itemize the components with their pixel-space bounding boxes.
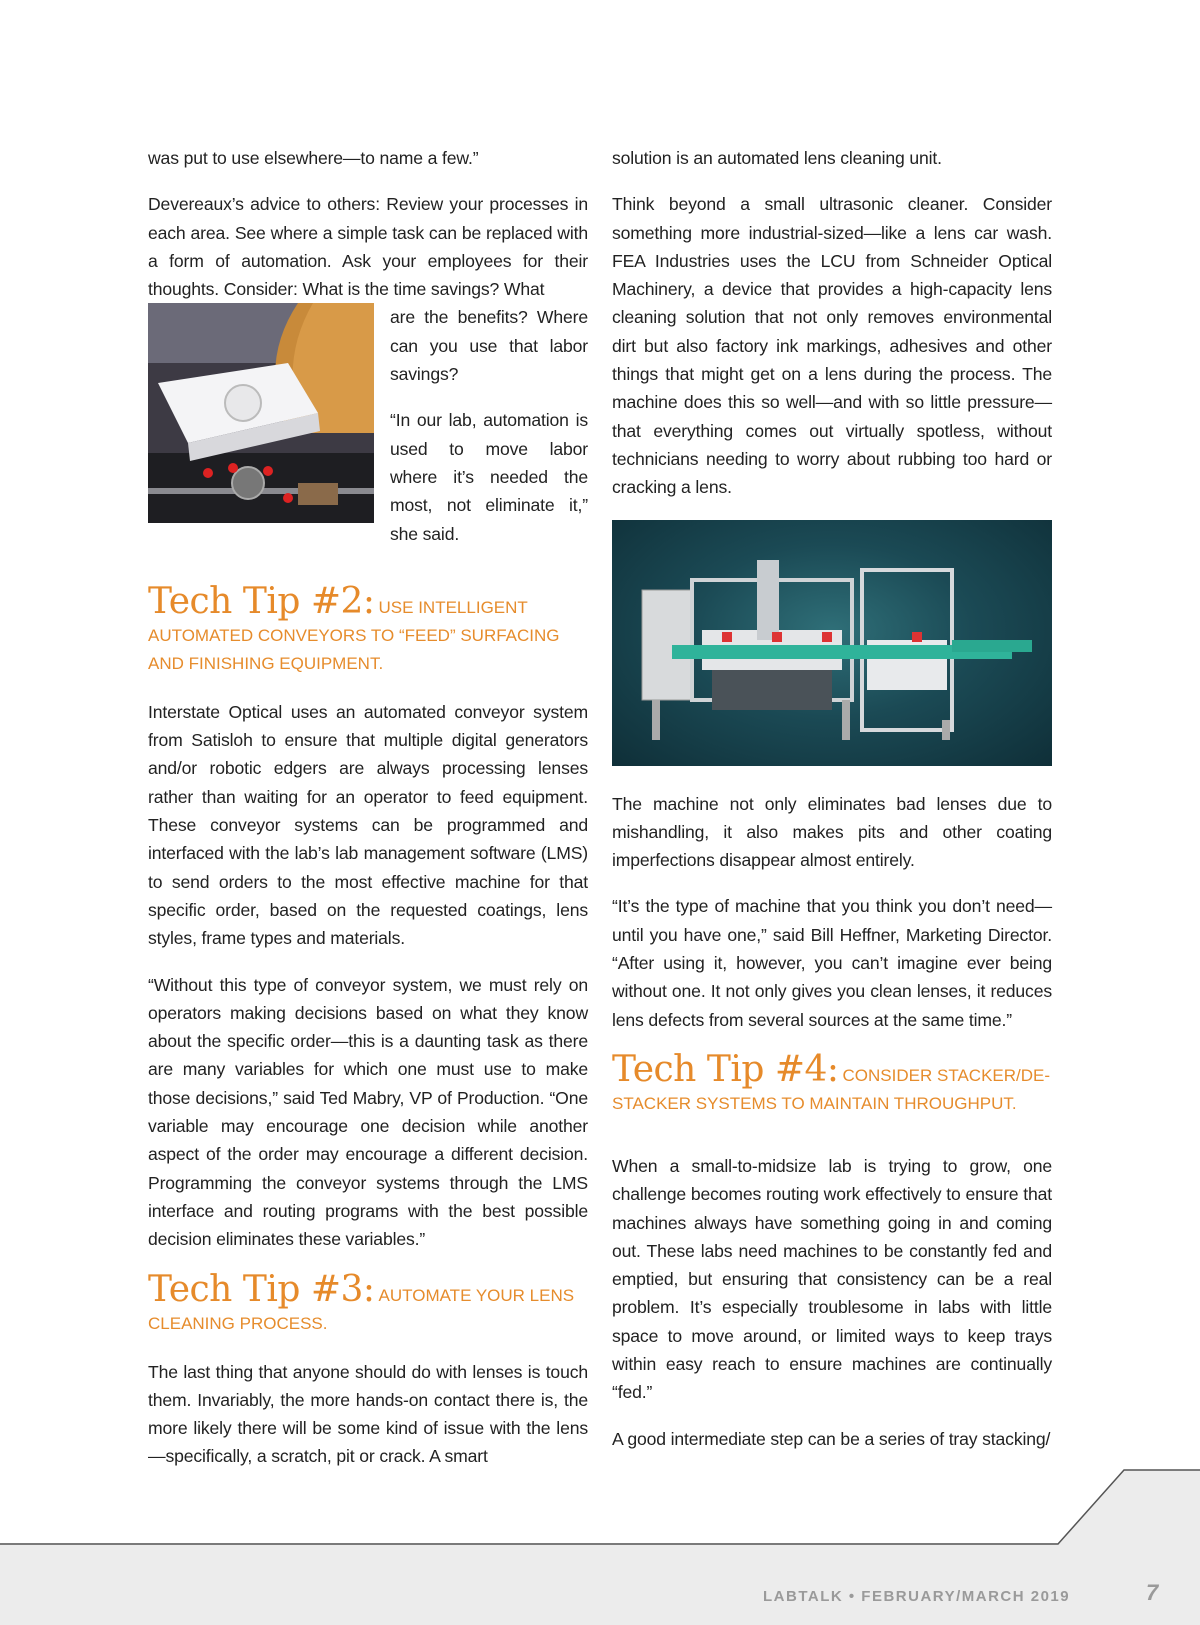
tech-tip-title: Tech Tip #3:: [148, 1268, 375, 1310]
paragraph: When a small-to-midsize lab is trying to grow, one challenge becomes routing work effectively to ensure that machines always have something going in and coming out. These labs need machines to be constantly fed and emptied, but ensuring that consistency can be a real problem. It’s especially troublesome in labs with little space to move around, or limited ways to keep trays within easy reach to ensure machines are continually “fed.”: [612, 1155, 1052, 1403]
paragraph: “Without this type of conveyor system, we must rely on operators making decisions based on what they know about the specific order—this is a daunting task as there are many variables for which one must use to make those decisions,” said Ted Mabry, VP of Production. “One variable may encourage one decision while another aspect of the order may encourage a different decision. Programming the conveyor systems through the LMS interface and routing programs with the best possible decision eliminates these variables.”: [148, 974, 588, 1250]
footer-corner-shape: [0, 1460, 1200, 1550]
tech-tip-4-heading: [612, 1048, 1052, 1118]
paragraph: The machine not only eliminates bad lenses due to mishandling, it also makes pits and other coating imperfections disappear almost entirely.: [612, 793, 1052, 871]
publication-footer: LABTALK • FEBRUARY/MARCH 2019: [763, 1588, 1071, 1605]
machine-illustration: [612, 520, 1052, 766]
lens-tray-conveyor-photo: [148, 303, 374, 523]
tech-tip-title: Tech Tip #4:: [612, 1048, 839, 1090]
paragraph: was put to use elsewhere—to name a few.”: [148, 148, 479, 168]
page-number: 7: [1146, 1580, 1159, 1605]
paragraph: Think beyond a small ultrasonic cleaner. Consider something more industrial-sized—like a lens car wash. FEA Industries uses the LCU from Schneider Optical Machinery, a device that provides a high-capacity lens cleaning solution that not only removes environmental dirt but also factory ink markings, adhesives and other things that might get on a lens during the process. The machine does this so well—and with so little pressure—that everything comes out virtually spotless, without technicians needing to worry about rubbing too hard or cracking a lens.: [612, 194, 1052, 498]
paragraph: The last thing that anyone should do with lenses is touch them. Invariably, the more hands-on contact there is, the more likely there will be some kind of issue with the lens—specifically, a scratch, pit or crack. A smart: [148, 1361, 588, 1467]
paragraph: are the benefits? Where can you use that labor savings?: [390, 307, 588, 385]
footer-band: [0, 1543, 1200, 1625]
paragraph: A good intermediate step can be a series of tray stacking/: [612, 1428, 1051, 1449]
tech-tip-subtitle: USE INTELLIGENT AUTOMATED CONVEYORS TO “FEED” SURFACING AND FINISHING EQUIPMENT.: [148, 597, 560, 673]
tech-tip-subtitle: AUTOMATE YOUR LENS CLEANING PROCESS.: [148, 1285, 575, 1333]
paragraph: Devereaux’s advice to others: Review your processes in each area. See where a simple task can be replaced with a form of automation. Ask your employees for their thoughts. Consider: What is the time savings? What: [148, 194, 588, 300]
lens-cleaning-machine-photo: [612, 520, 1052, 766]
paragraph: solution is an automated lens cleaning unit.: [612, 148, 942, 168]
quote-paragraph: “In our lab, automation is used to move labor where it’s needed the most, not eliminate it,” she said.: [390, 410, 588, 544]
right-column: [612, 144, 1052, 1471]
tech-tip-3-heading: [148, 1268, 588, 1338]
lens-tray-illustration: [148, 303, 374, 523]
left-column: [148, 144, 588, 1489]
tech-tip-subtitle: CONSIDER STACKER/DE-STACKER SYSTEMS TO MAINTAIN THROUGHPUT.: [612, 1065, 1051, 1113]
paragraph: Interstate Optical uses an automated conveyor system from Satisloh to ensure that multiple digital generators and/or robotic edgers are always processing lenses rather than waiting for an operator to feed equipment. These conveyor systems can be programmed and interfaced with the lab’s lab management software (LMS) to send orders to the most effective machine for that specific order, based on the requested coatings, lens styles, frame types and materials.: [148, 701, 588, 949]
tech-tip-2-heading: [148, 580, 588, 678]
tech-tip-title: Tech Tip #2:: [148, 580, 375, 622]
paragraph: “It’s the type of machine that you think you don’t need—until you have one,” said Bill Heffner, Marketing Director. “After using it, however, you can’t imagine ever being without one. It not only gives you clean lenses, it reduces lens defects from several sources at the same time.”: [612, 896, 1052, 1030]
